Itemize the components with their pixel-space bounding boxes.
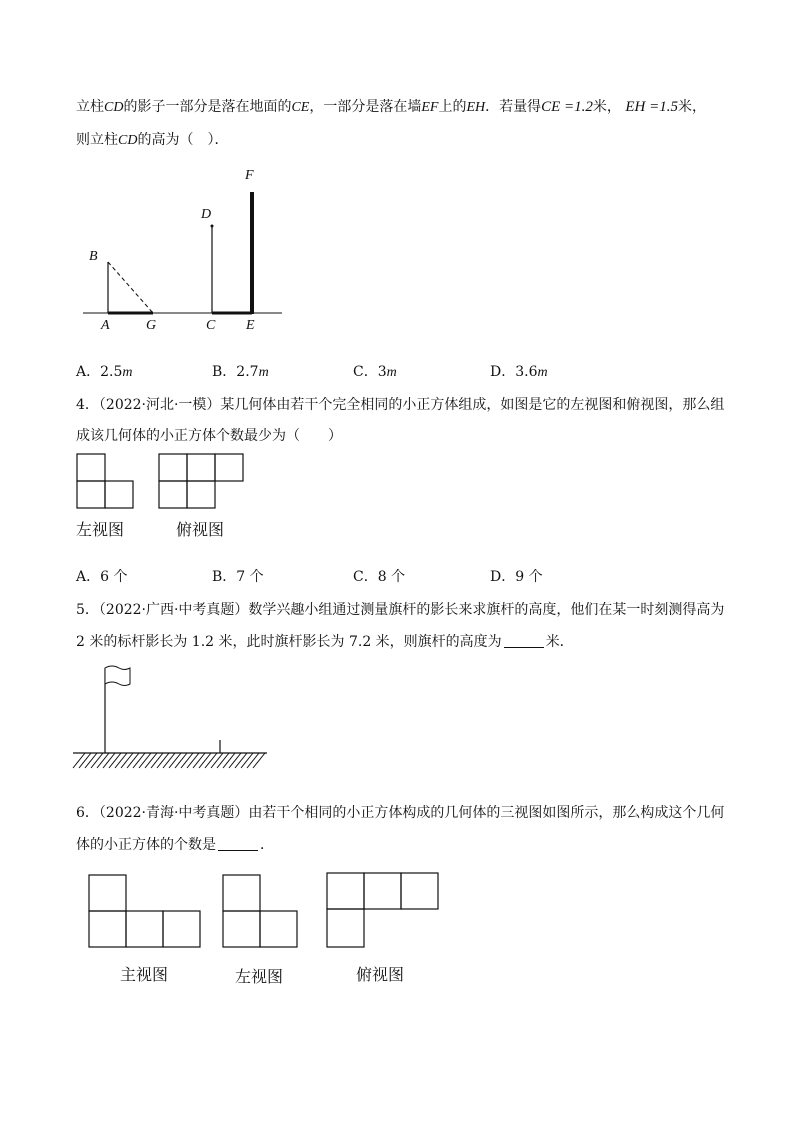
cube-cell — [187, 481, 215, 508]
label-g: G — [146, 318, 157, 333]
q3-figure — [0, 0, 800, 360]
q5-line-2 — [76, 632, 574, 652]
q3-text: ．若量得 — [485, 99, 542, 115]
q5-figure — [70, 660, 270, 775]
option-value: 2.7 — [236, 364, 259, 380]
ground-hatching — [73, 753, 265, 768]
q3-var-ef: EF — [421, 100, 439, 115]
option-value: 3.6 — [515, 364, 538, 380]
q4-line-1: 4．（2022·河北·一模）某几何体由若干个完全相同的小正方体组成，如图是它的左视图和俯视图，那么组 — [76, 397, 725, 413]
q6-text: ． — [260, 837, 274, 853]
q4-option-b[interactable]: B．7 个 — [212, 569, 264, 585]
q6-left-view — [222, 874, 312, 954]
ray-bg — [108, 262, 153, 313]
option-value: 3 — [377, 364, 387, 380]
label-f: F — [245, 168, 254, 183]
cube-cell — [89, 875, 126, 911]
q3-measure-ce: CE =1.2 — [541, 99, 593, 115]
q4-top-view — [158, 453, 248, 513]
q6-top-view — [326, 872, 446, 952]
q4-option-d[interactable]: D．9 个 — [490, 569, 543, 585]
cube-cell — [77, 454, 105, 481]
label-e: E — [246, 318, 255, 333]
cube-cell — [159, 481, 187, 508]
cube-cell — [159, 454, 187, 481]
cube-cell — [215, 454, 243, 481]
q3-option-a[interactable] — [76, 362, 133, 383]
label-c: C — [206, 318, 216, 333]
q6-line-2 — [76, 835, 274, 855]
q3-var-cd: CD — [118, 133, 138, 148]
q3-text: ，一部分是落在墙 — [309, 99, 422, 115]
option-letter: D． — [490, 364, 516, 380]
label-b: B — [89, 249, 98, 264]
cube-cell — [187, 454, 215, 481]
cube-cell — [163, 911, 200, 947]
option-letter: A． — [76, 364, 101, 380]
cube-cell — [401, 873, 438, 909]
cube-cell — [105, 481, 133, 508]
q3-var-eh: EH — [466, 100, 486, 115]
q4-option-a[interactable]: A．6 个 — [76, 569, 128, 585]
cube-cell — [327, 873, 364, 909]
q3-unit: 米， — [592, 99, 621, 115]
label-d: D — [201, 207, 212, 222]
cube-cell — [260, 911, 297, 947]
q4-caption-left-view: 左视图 — [76, 520, 125, 539]
cube-cell — [126, 911, 163, 947]
q5-answer-blank[interactable] — [504, 633, 544, 648]
option-unit: m — [258, 365, 269, 380]
option-value: 2.5 — [100, 364, 123, 380]
q5-text: 2 米的标杆影长为 1.2 米，此时旗杆影长为 7.2 米，则旗杆的高度为 — [76, 634, 502, 650]
cube-cell — [327, 909, 364, 947]
q6-answer-blank[interactable] — [218, 836, 258, 851]
q6-text: 体的小正方体的个数是 — [76, 837, 216, 853]
q3-text: 上的 — [438, 99, 467, 115]
q5-line-1: 5．（2022·广西·中考真题）数学兴趣小组通过测量旗杆的影长来求旗杆的高度，他们在某一时刻测得高为 — [76, 602, 725, 618]
q6-caption-left-view: 左视图 — [235, 967, 284, 986]
cube-cell — [223, 875, 260, 911]
q3-text: 的高为（ ）． — [137, 132, 229, 148]
cube-cell — [89, 911, 126, 947]
option-unit: m — [537, 365, 548, 380]
flag-icon — [105, 666, 130, 686]
cube-cell — [223, 911, 260, 947]
cube-cell — [77, 481, 105, 508]
q3-option-d[interactable] — [490, 362, 548, 383]
q3-option-c[interactable] — [353, 362, 397, 383]
option-letter: C． — [353, 364, 378, 380]
q3-text: 立柱 — [76, 99, 104, 115]
q3-var-cd: CD — [104, 100, 124, 115]
option-unit: m — [122, 365, 133, 380]
q3-measure-eh: EH =1.5 — [625, 99, 678, 115]
q3-unit: 米， — [678, 99, 706, 115]
q6-caption-top-view: 俯视图 — [356, 965, 405, 984]
q4-option-c[interactable]: C．8 个 — [353, 569, 406, 585]
q6-front-view — [88, 874, 208, 954]
point-d — [211, 225, 214, 228]
option-letter: B． — [212, 364, 237, 380]
q6-line-1: 6．（2022·青海·中考真题）由若干个相同的小正方体构成的几何体的三视图如图所示，那么构成这个几何 — [76, 805, 725, 821]
q3-var-ce: CE — [291, 100, 310, 115]
label-a: A — [101, 318, 110, 333]
cube-cell — [364, 873, 401, 909]
q4-left-view — [76, 453, 136, 513]
q4-line-2: 成该几何体的小正方体个数最少为（ ） — [76, 428, 342, 444]
option-unit: m — [386, 365, 397, 380]
q3-text: 则立柱 — [76, 132, 118, 148]
q4-caption-top-view: 俯视图 — [176, 520, 225, 539]
q6-caption-front-view: 主视图 — [120, 965, 169, 984]
q3-text: 的影子一部分是落在地面的 — [123, 99, 292, 115]
q3-option-b[interactable] — [212, 362, 269, 383]
q5-text: 米． — [545, 634, 574, 650]
